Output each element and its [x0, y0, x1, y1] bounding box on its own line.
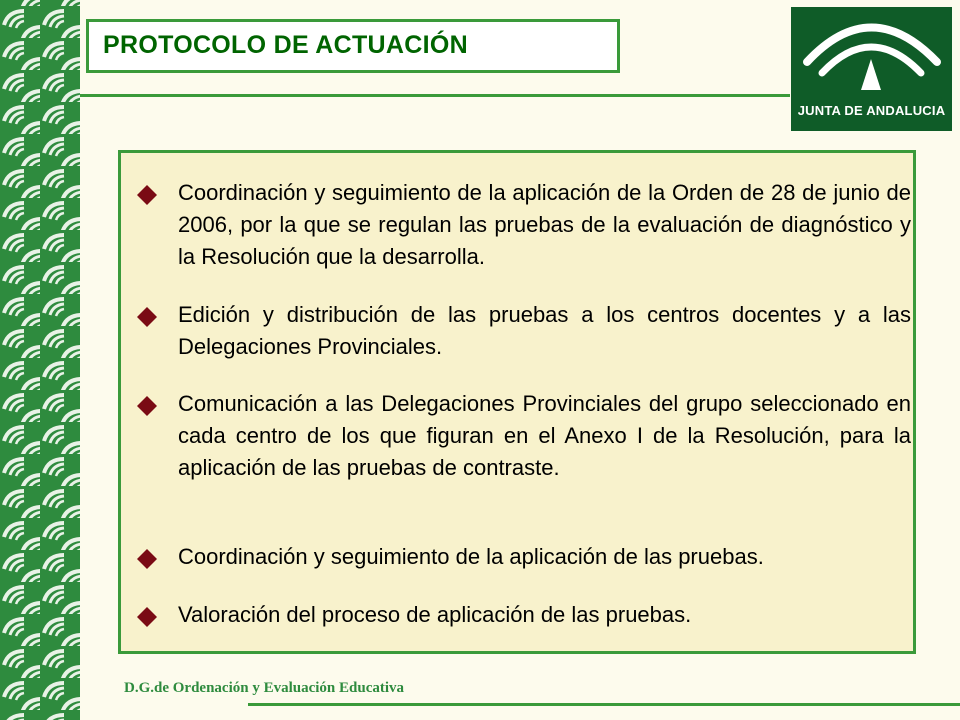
list-item-text: Comunicación a las Delegaciones Provinciales del grupo seleccionado en cada centro de los que figuran en el Anexo I de la Resolución, para la aplicación de las pruebas de contraste. [178, 391, 911, 480]
list-item-text: Valoración del proceso de aplicación de las pruebas. [178, 602, 692, 627]
footer-text: D.G.de Ordenación y Evaluación Educativa [124, 680, 405, 696]
content-panel [118, 150, 916, 654]
list-item-text: Coordinación y seguimiento de la aplicación de la Orden de 28 de junio de 2006, por la que se regulan las pruebas de la evaluación de diagnóstico y la Resolución que la desarrolla. [178, 180, 911, 269]
logo-text: JUNTA DE ANDALUCIA [797, 103, 946, 118]
diamond-bullet-icon [136, 606, 158, 628]
footer-divider [248, 703, 960, 706]
junta-andalucia-logo [791, 7, 952, 131]
page-title: PROTOCOLO DE ACTUACIÓN [103, 31, 468, 59]
diamond-bullet-icon [136, 395, 158, 417]
arc-pattern-icon [0, 0, 80, 720]
header-divider [80, 94, 790, 97]
decorative-side-strip [0, 0, 80, 720]
list-item-text: Edición y distribución de las pruebas a los centros docentes y a las Delegaciones Provinciales. [178, 302, 911, 359]
diamond-bullet-icon [136, 306, 158, 328]
diamond-bullet-icon [136, 548, 158, 570]
diamond-bullet-icon [136, 184, 158, 206]
list-item-text: Coordinación y seguimiento de la aplicación de las pruebas. [178, 544, 764, 569]
title-box [86, 19, 620, 73]
